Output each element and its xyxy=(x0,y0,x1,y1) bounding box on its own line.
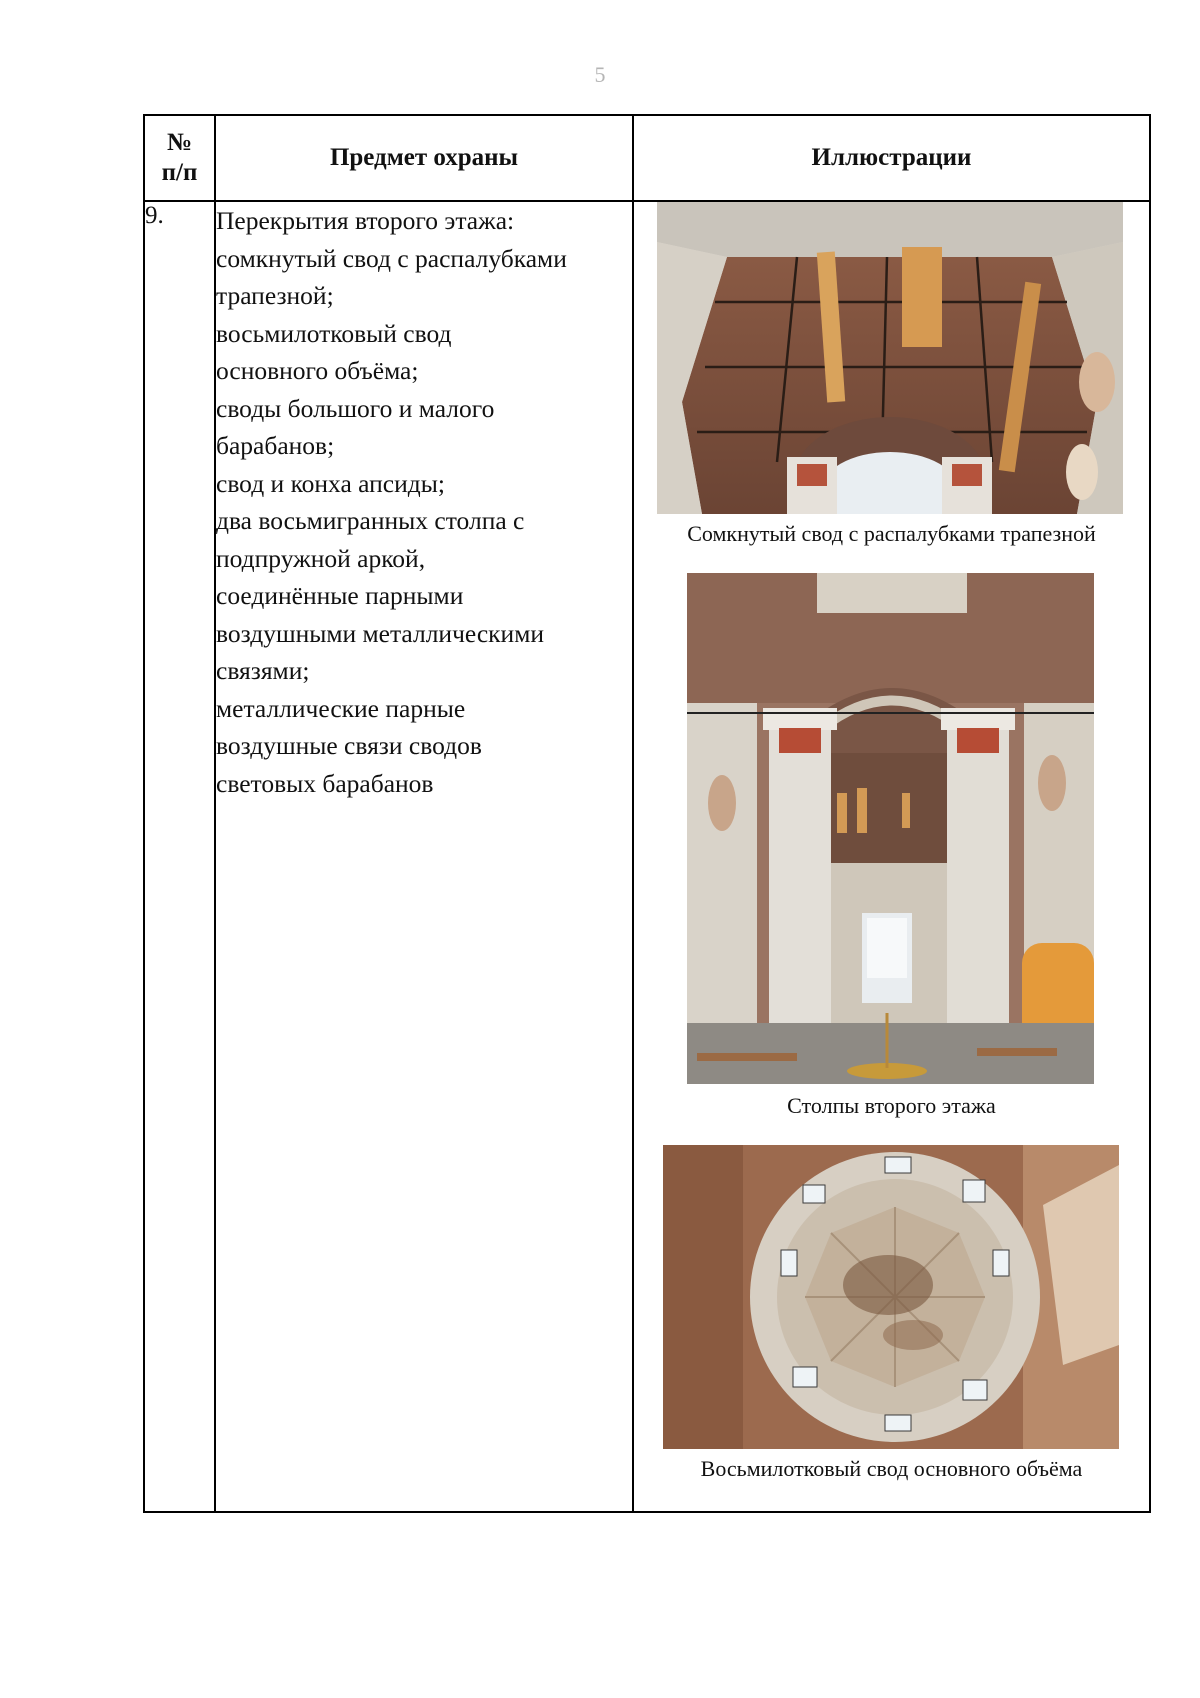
pillars-photo xyxy=(687,573,1094,1084)
description-line: воздушными металлическими xyxy=(216,618,544,648)
row-number: 9. xyxy=(144,201,215,1512)
description-line: трапезной; xyxy=(216,281,334,310)
description-line: сомкнутый свод с распалубками xyxy=(216,243,567,273)
table-row xyxy=(144,201,1150,1512)
caption-vault-refectory: Сомкнутый свод с распалубками трапезной xyxy=(687,521,1096,546)
description-line: соединённые парными xyxy=(216,581,464,610)
protection-subject-table xyxy=(143,114,1151,1513)
header-illustrations: Иллюстрации xyxy=(633,115,1150,201)
header-subject: Предмет охраны xyxy=(215,115,633,201)
description-line: два восьмигранных столпа с xyxy=(216,506,525,535)
row-illustrations xyxy=(633,201,1150,1512)
description-line: воздушные связи сводов xyxy=(216,731,482,760)
row-description xyxy=(215,201,633,1512)
description-line: световых барабанов xyxy=(216,768,434,798)
description-line: Перекрытия второго этажа: xyxy=(216,206,515,235)
description-line: основного объёма; xyxy=(216,356,419,385)
description-line: своды большого и малого xyxy=(216,393,495,423)
octagonal-vault-photo xyxy=(663,1145,1119,1449)
caption-pillars: Столпы второго этажа xyxy=(787,1093,996,1118)
caption-octagonal-vault: Восьмилотковый свод основного объёма xyxy=(700,1456,1083,1481)
header-number xyxy=(144,115,215,201)
description-line: связями; xyxy=(216,656,310,685)
header-number-label: № п/п xyxy=(161,129,198,186)
table-header-row xyxy=(144,115,1150,201)
description-line: свод и конха апсиды; xyxy=(216,468,445,498)
description-line: металлические парные xyxy=(216,693,466,723)
description-line: подпружной аркой, xyxy=(216,543,426,573)
page-number: 5 xyxy=(594,62,606,87)
vault-refectory-photo xyxy=(657,202,1123,514)
description-line: барабанов; xyxy=(216,431,335,460)
description-line: восьмилотковый свод xyxy=(216,318,452,348)
